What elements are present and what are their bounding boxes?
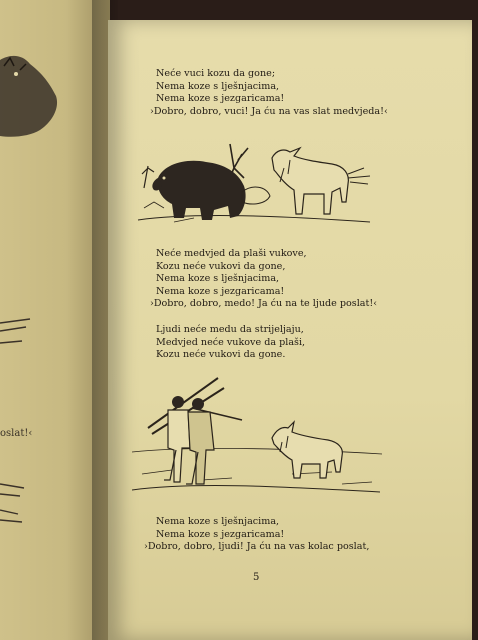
stanza-line: ›Dobro, dobro, vuci! Ja ću na vas slat medvjeda!‹ (150, 105, 388, 117)
stanza-line: Nema koze s jezgaricama! (156, 528, 285, 540)
hunters-and-goat-illustration (132, 374, 382, 500)
stanza-line: Nema koze s jezgaricama! (156, 93, 285, 105)
scribble-fragment (0, 315, 34, 355)
stanza-line: Medvjed neće vukove da plaši, (156, 336, 306, 348)
stanza-1 (150, 68, 388, 118)
bear-and-goat-illustration (134, 138, 374, 230)
stanza-line: Nema koze s jezgaricama! (156, 285, 285, 297)
stanza-line: Nema koze s lješnjacima, (156, 273, 280, 285)
left-page-bleed-text: oslat!‹ (0, 428, 33, 439)
stanza-line: ›Dobro, dobro, ljudi! Ja ću na vas kolac poslat, (144, 541, 370, 553)
stanza-line: Nema koze s lješnjacima, (156, 516, 280, 527)
page-number: 5 (253, 572, 260, 583)
stanza-line: Kozu neće vukovi da gone, (156, 260, 286, 272)
stanza-line: ›Dobro, dobro, medo! Ja ću na te ljude poslat!‹ (150, 298, 378, 310)
scribble-fragment-2 (0, 480, 30, 530)
stanza-4 (144, 516, 370, 554)
right-page (108, 20, 472, 640)
stanza-line: Kozu neće vukovi da gone. (156, 349, 286, 361)
stanza-line: Neće vuci kozu da gone; (156, 68, 276, 79)
stanza-3 (156, 324, 305, 362)
stanza-line: Neće medvjed da plaši vukove, (156, 248, 307, 259)
stanza-line: Nema koze s lješnjacima, (156, 80, 280, 92)
stanza-line: Ljudi neće medu da strijeljaju, (156, 324, 304, 335)
stanza-2 (150, 248, 377, 311)
bear-illustration-fragment (0, 52, 62, 142)
